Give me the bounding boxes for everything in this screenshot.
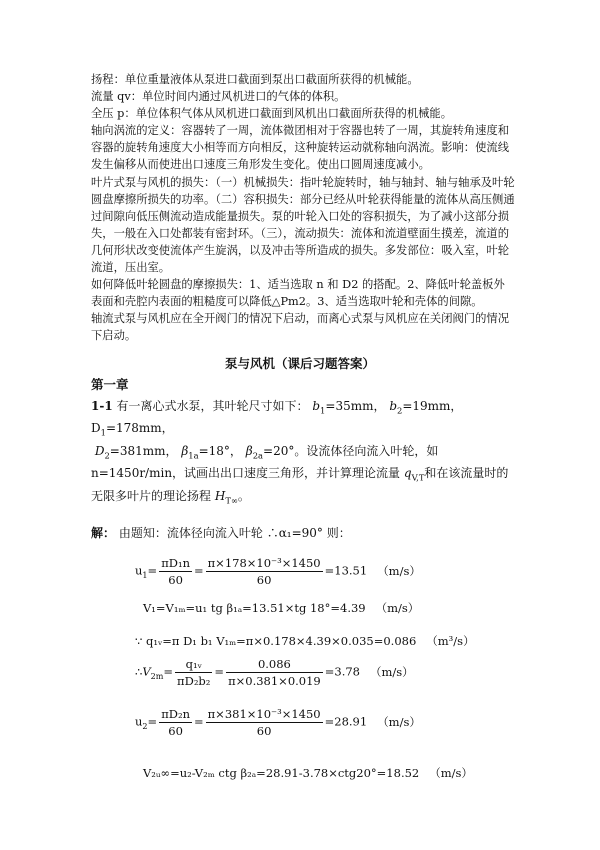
def-startup: 轴流式泵与风机应在全开阀门的情况下启动，而离心式泵与风机应在关闭阀门的情况下启动。 (91, 312, 509, 343)
problem-text: 有一离心式水泵，其叶轮尺寸如下： (116, 399, 309, 413)
intro-text (91, 71, 516, 345)
problem-statement: 1-1 有一离心式水泵，其叶轮尺寸如下： $b_1=35mm$， $b_2=19mm$， $D_1=178mm$， $D_2=381mm$， $\beta_{1a}=18^\circ$， $\beta_{2a}=20^\circ$。设流体径向流入叶轮，如 n=1450r/min，试画出出口速度三角形，并计算理论流量 $q_{V,T}$和在该流量时的无限多叶片的理论扬程 $H_{T\infty}$。 (91, 399, 509, 505)
u2-num: πD₂n (161, 707, 190, 721)
v2u-unit: （m/s） (429, 766, 473, 780)
u1-unit: （m/s） (377, 563, 421, 578)
b2-value: =19mm， (402, 399, 463, 413)
section-title: 泵与风机（课后习题答案） (224, 356, 375, 371)
problem-number: 1-1 (91, 399, 113, 413)
solution-then: 则： (326, 526, 351, 540)
def-disc-friction: 如何降低叶轮圆盘的摩擦损失：1、适当选取 n 和 D2 的搭配。2、降低叶轮盖板外表面和壳腔内表面的粗糙度可以降低△Pm2。3、适当选取叶轮和壳体的间隙。 (91, 278, 505, 309)
beta2-text: =20°。设流体径向流入叶轮，如 n=1450r/min，试画出出口速度三角形，并计算理论流量 (91, 443, 439, 481)
solution-intro (91, 524, 516, 542)
equation-u1: $u_1=$ $\frac{\text{πD₁n}}{60}$ = $\frac{\text{π×178×10⁻³×1450}}{60}$ =13.51 （m/s） (135, 556, 421, 587)
beta1-value: =18°， (198, 443, 242, 458)
problem-text-2: 和在该流量时的无限多叶片的理论扬程 (91, 466, 509, 503)
equation-v2m: $\therefore V_{2m}=$ $\frac{\text{q₁ᵥ}}{\text{πD₂b₂}}$ = $\frac{0.086}{\pi\times 0.381\times 0.019}$ =3.78 （m/s） (135, 657, 414, 688)
u1-num2: π×178×10⁻³×1450 (207, 556, 321, 570)
d2-value: =381mm， (109, 443, 178, 458)
equation-u2: $u_2=$ $\frac{\text{πD₂n}}{60}$ = $\frac{\text{π×381×10⁻³×1450}}{60}$ =28.91 （m/s） (135, 707, 421, 738)
u1-result: =13.51 (324, 563, 368, 578)
alpha-value: ∴α₁=90° (266, 526, 323, 540)
q-unit: （m³/s） (426, 634, 475, 648)
v1-text: V₁=V₁ₘ=u₁ tg β₁ₐ=13.51×tg 18°=4.39 (143, 601, 366, 615)
u1-num: πD₁n (161, 556, 190, 570)
v2m-result: =3.78 (324, 664, 360, 679)
solution-given: 由题知：流体径向流入叶轮 (118, 526, 263, 540)
u1-den: 60 (168, 573, 183, 587)
d1-value: =178mm， (105, 421, 174, 436)
v2m-num: q₁ᵥ (175, 656, 212, 673)
u2-num2: π×381×10⁻³×1450 (207, 707, 321, 721)
u2-result: =28.91 (324, 714, 368, 729)
v2m-unit: （m/s） (370, 664, 414, 679)
problem-end: 。 (237, 488, 250, 503)
u2-den: 60 (168, 724, 183, 738)
v2m-den2: π×0.381×0.019 (228, 674, 321, 688)
def-losses: 叶片式泵与风机的损失：（一）机械损失：指叶轮旋转时，轴与轴封、轴与轴承及叶轮圆盘摩擦所损失的功率。（二）容积损失：部分已经从叶轮获得能量的流体从高压侧通过间隙向低压侧流动造成能量损失。泵的叶轮入口处的容积损失，为了减小这部分损失，一般在入口处都装有密封环。（三），流动损失：流体和流道壁面生摸差，流道的几何形状改变使流体产生旋涡，以及冲击等所造成的损失。多发部位：吸入室，叶轮流道，压出室。 (91, 175, 515, 275)
def-flow: 流量 qv：单位时间内通过风机进口的气体的体积。 (91, 90, 346, 104)
v2m-num2: 0.086 (226, 656, 323, 673)
equation-q (135, 633, 475, 649)
def-pressure: 全压 p：单位体积气体从风机进口截面到风机出口截面所获得的机械能。 (91, 107, 453, 121)
u2-unit: （m/s） (377, 714, 421, 729)
equation-v1 (143, 600, 419, 616)
solution-label: 解： (91, 526, 116, 540)
equation-v2u (143, 765, 473, 781)
def-axial-vortex: 轴向涡流的定义：容器转了一周，流体微团相对于容器也转了一周，其旋转角速度和容器的旋转角速度大小相等而方向相反，这种旋转运动就称轴向涡流。影响：使流线发生偏移从而使进出口速度三角形发生变化。使出口圆周速度减小。 (91, 124, 509, 172)
q-text: ∵ q₁ᵥ=π D₁ b₁ V₁ₘ=π×0.178×4.39×0.035=0.086 (135, 634, 417, 648)
chapter-heading: 第一章 (91, 377, 129, 392)
v2m-den: πD₂b₂ (177, 674, 211, 688)
v2u-text: V₂ᵤ∞=u₂-V₂ₘ ctg β₂ₐ=28.91-3.78×ctg20°=18.52 (143, 766, 420, 780)
u1-den2: 60 (256, 573, 272, 587)
def-head: 扬程：单位重量液体从泵进口截面到泵出口截面所获得的机械能。 (91, 73, 419, 86)
u2-den2: 60 (256, 724, 272, 738)
v1-unit: （m/s） (375, 601, 420, 615)
b1-value: =35mm， (325, 399, 386, 413)
